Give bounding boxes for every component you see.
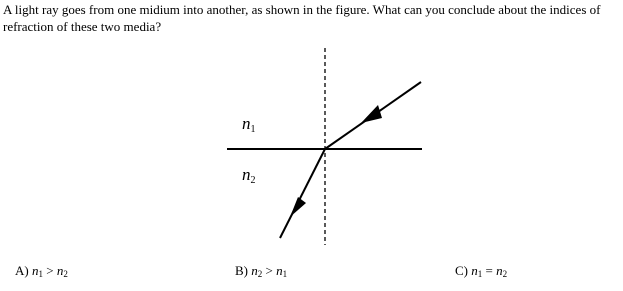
choice-letter: B) xyxy=(235,263,248,278)
incident-arrow-icon xyxy=(361,105,382,123)
medium-1-label: $n_1$ xyxy=(242,114,256,135)
choice-operator: = xyxy=(485,263,493,278)
answer-choice-a[interactable] xyxy=(15,263,68,282)
choice-rhs: $n_2$ xyxy=(56,263,68,279)
medium-2-label: $n_2$ xyxy=(242,165,256,186)
answer-choice-b[interactable] xyxy=(235,263,287,282)
choice-letter: C) xyxy=(455,263,468,278)
choice-rhs: $n_1$ xyxy=(276,263,288,279)
refracted-arrow-icon xyxy=(290,197,306,217)
choice-operator: > xyxy=(46,263,54,278)
refracted-ray xyxy=(280,149,325,238)
choice-lhs: $n_1$ xyxy=(471,263,483,279)
question-text: A light ray goes from one midium into another, as shown in the figure. What can you conclude about the indices of refraction of these two media? xyxy=(3,2,601,34)
answer-choice-c[interactable] xyxy=(455,263,507,282)
choice-letter: A) xyxy=(15,263,29,278)
choice-operator: > xyxy=(265,263,273,278)
choice-lhs: $n_1$ xyxy=(31,263,43,279)
choice-rhs: $n_2$ xyxy=(496,263,508,279)
choice-lhs: $n_2$ xyxy=(251,263,263,279)
